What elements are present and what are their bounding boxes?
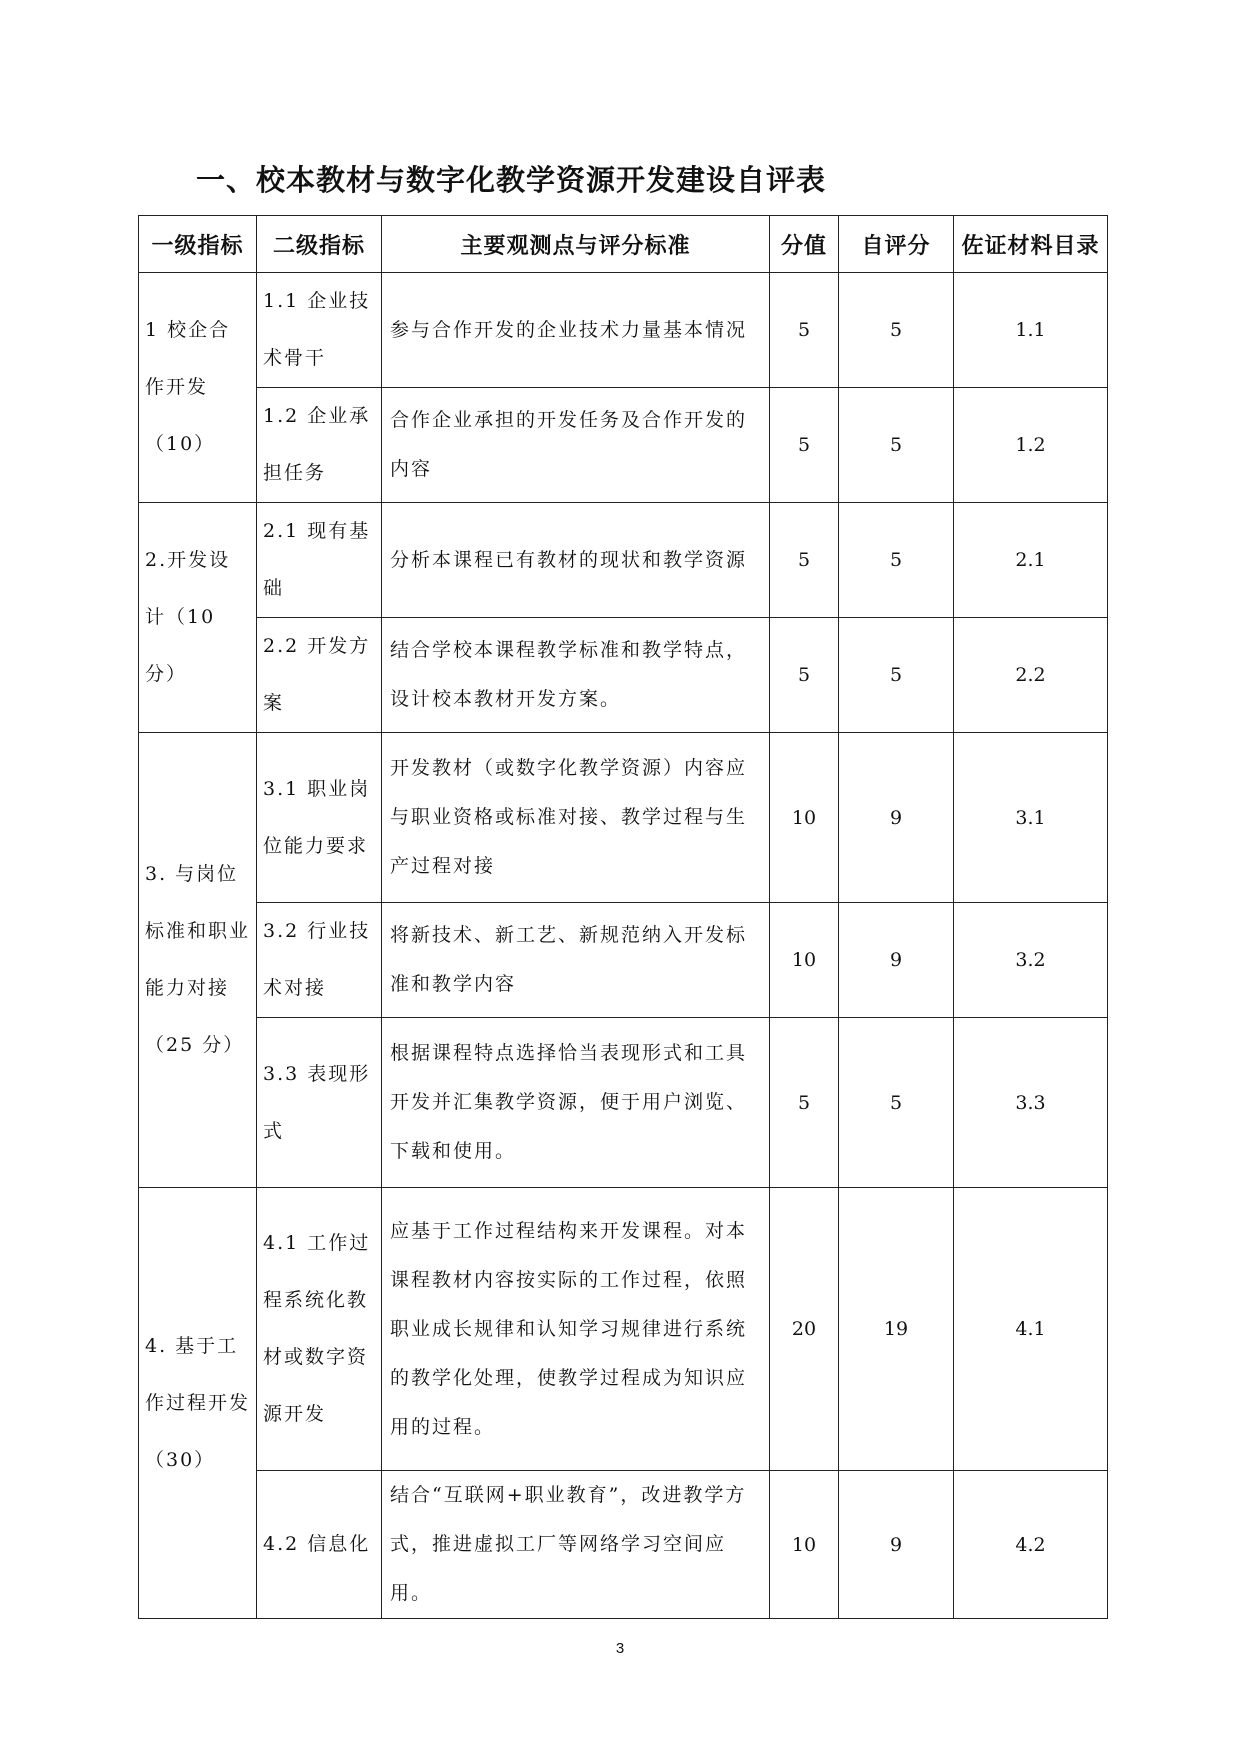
level2-cell: 3.2 行业技术对接 <box>257 903 382 1018</box>
self-score-cell: 9 <box>839 1471 954 1619</box>
score-cell: 10 <box>770 1471 839 1619</box>
table-row <box>139 1018 1108 1188</box>
evidence-cell: 3.2 <box>954 903 1108 1018</box>
standard-cell: 结合“互联网+职业教育”，改进教学方式，推进虚拟工厂等网络学习空间应用。 <box>382 1471 770 1619</box>
table-row <box>139 733 1108 903</box>
level2-cell: 4.2 信息化 <box>257 1471 382 1619</box>
table-row <box>139 273 1108 388</box>
table-row <box>139 1188 1108 1471</box>
self-score-cell: 5 <box>839 273 954 388</box>
level2-cell: 3.3 表现形式 <box>257 1018 382 1188</box>
evidence-cell: 4.2 <box>954 1471 1108 1619</box>
evidence-cell: 3.1 <box>954 733 1108 903</box>
page-title: 一、校本教材与数字化教学资源开发建设自评表 <box>196 163 827 197</box>
standard-cell: 应基于工作过程结构来开发课程。对本课程教材内容按实际的工作过程，依照职业成长规律和认知学习规律进行系统的教学化处理，使教学过程成为知识应用的过程。 <box>382 1188 770 1471</box>
page-number: 3 <box>615 1640 625 1657</box>
self-score-cell: 19 <box>839 1188 954 1471</box>
level2-cell: 1.2 企业承担任务 <box>257 388 382 503</box>
self-score-cell: 5 <box>839 1018 954 1188</box>
table-row <box>139 388 1108 503</box>
self-score-cell: 5 <box>839 503 954 618</box>
evidence-cell: 3.3 <box>954 1018 1108 1188</box>
self-score-cell: 9 <box>839 733 954 903</box>
table-row <box>139 503 1108 618</box>
score-cell: 5 <box>770 1018 839 1188</box>
score-cell: 5 <box>770 503 839 618</box>
standard-cell: 结合学校本课程教学标准和教学特点，设计校本教材开发方案。 <box>382 618 770 733</box>
header-evidence: 佐证材料目录 <box>954 216 1108 273</box>
level2-cell: 2.1 现有基础 <box>257 503 382 618</box>
standard-cell: 将新技术、新工艺、新规范纳入开发标准和教学内容 <box>382 903 770 1018</box>
table-header-row <box>139 216 1108 273</box>
level2-cell: 2.2 开发方案 <box>257 618 382 733</box>
evidence-cell: 4.1 <box>954 1188 1108 1471</box>
table-row <box>139 903 1108 1018</box>
level1-cell: 2.开发设计（10 分） <box>139 503 257 733</box>
level1-cell: 3. 与岗位标准和职业能力对接（25 分） <box>139 733 257 1188</box>
evidence-cell: 2.2 <box>954 618 1108 733</box>
evidence-cell: 1.2 <box>954 388 1108 503</box>
header-self-score: 自评分 <box>839 216 954 273</box>
self-score-cell: 5 <box>839 618 954 733</box>
level2-cell: 3.1 职业岗位能力要求 <box>257 733 382 903</box>
score-cell: 20 <box>770 1188 839 1471</box>
table-row <box>139 1471 1108 1619</box>
score-cell: 10 <box>770 903 839 1018</box>
self-score-cell: 5 <box>839 388 954 503</box>
level1-cell: 1 校企合作开发（10） <box>139 273 257 503</box>
evidence-cell: 1.1 <box>954 273 1108 388</box>
standard-cell: 参与合作开发的企业技术力量基本情况 <box>382 273 770 388</box>
level1-cell: 4. 基于工作过程开发（30） <box>139 1188 257 1619</box>
header-level2: 二级指标 <box>257 216 382 273</box>
standard-cell: 开发教材（或数字化教学资源）内容应与职业资格或标准对接、教学过程与生产过程对接 <box>382 733 770 903</box>
score-cell: 5 <box>770 388 839 503</box>
header-standard: 主要观测点与评分标准 <box>382 216 770 273</box>
header-level1: 一级指标 <box>139 216 257 273</box>
self-score-cell: 9 <box>839 903 954 1018</box>
standard-cell: 根据课程特点选择恰当表现形式和工具开发并汇集教学资源，便于用户浏览、下载和使用。 <box>382 1018 770 1188</box>
level2-cell: 4.1 工作过程系统化教材或数字资源开发 <box>257 1188 382 1471</box>
table-row <box>139 618 1108 733</box>
standard-cell: 分析本课程已有教材的现状和教学资源 <box>382 503 770 618</box>
score-cell: 5 <box>770 273 839 388</box>
header-score: 分值 <box>770 216 839 273</box>
evidence-cell: 2.1 <box>954 503 1108 618</box>
self-evaluation-table <box>138 215 1108 1619</box>
score-cell: 10 <box>770 733 839 903</box>
score-cell: 5 <box>770 618 839 733</box>
standard-cell: 合作企业承担的开发任务及合作开发的内容 <box>382 388 770 503</box>
level2-cell: 1.1 企业技术骨干 <box>257 273 382 388</box>
